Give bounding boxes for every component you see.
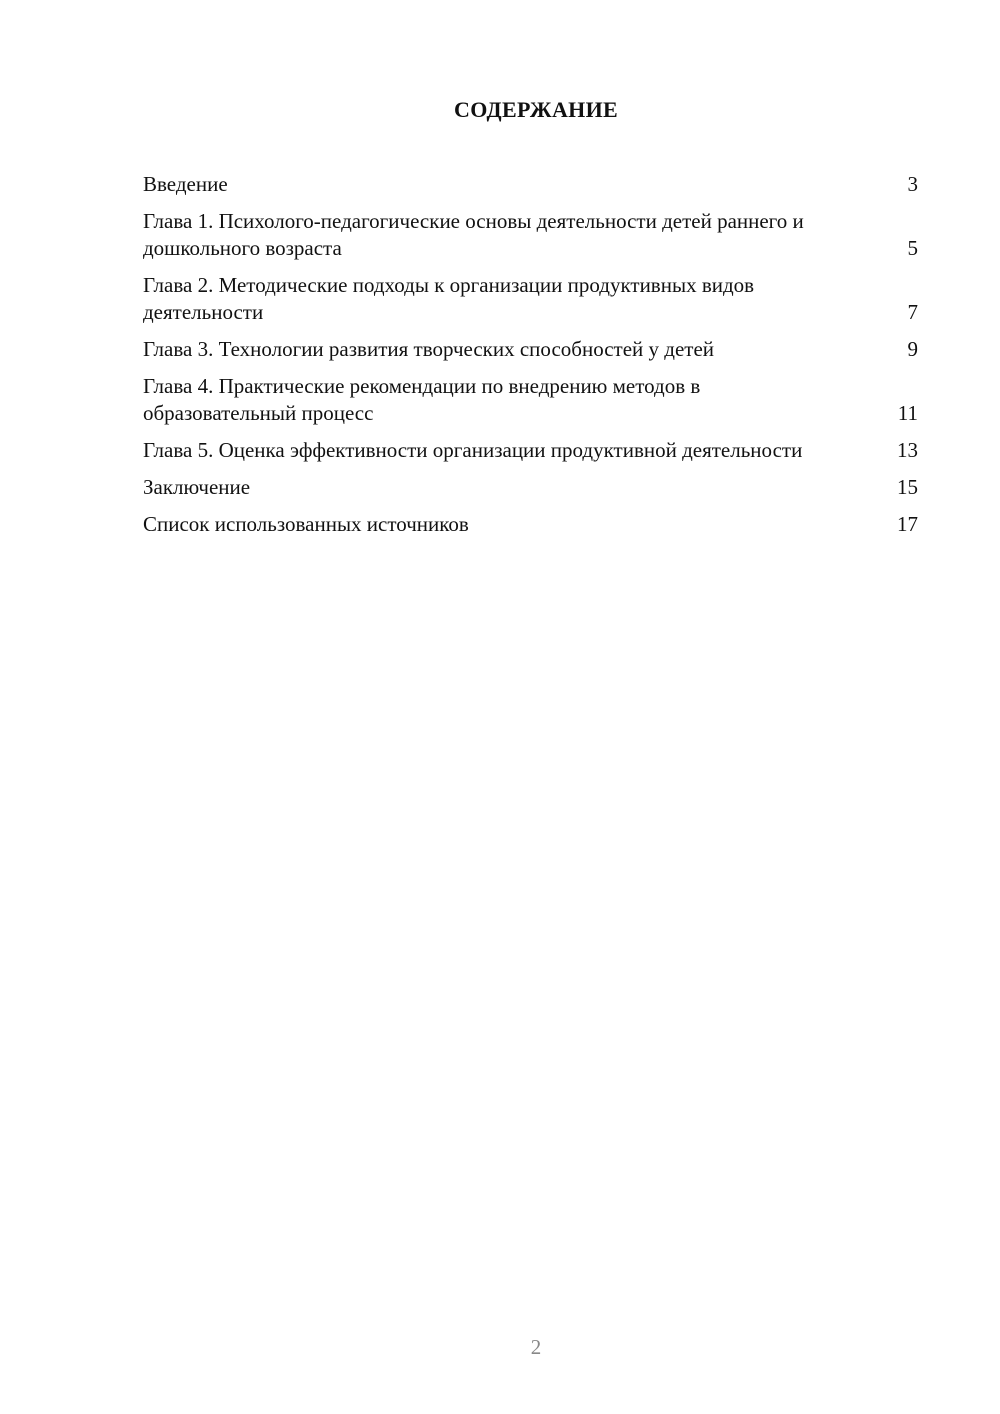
- toc-entry-page: 9: [907, 337, 918, 361]
- toc-entry-chapter-4[interactable]: [143, 373, 918, 427]
- toc-entry-label: Список использованных источников: [143, 512, 469, 536]
- toc-entry-chapter-1[interactable]: [143, 208, 918, 262]
- page-number: 2: [530, 1335, 542, 1359]
- toc-entry-label: Глава 2. Методические подходы к организации продуктивных видов деятельности: [143, 273, 755, 324]
- toc-entry-page: 11: [897, 401, 918, 425]
- toc-entry-label: Глава 5. Оценка эффективности организации продуктивной деятельности: [143, 438, 803, 462]
- toc-entry-label: Введение: [143, 172, 228, 196]
- toc-entry-label: Глава 4. Практические рекомендации по внедрению методов в образовательный процесс: [143, 374, 701, 425]
- toc-entry-page: 5: [907, 236, 918, 260]
- toc-entry-conclusion[interactable]: [143, 474, 918, 501]
- toc-entry-page: 17: [897, 512, 918, 536]
- toc-entry-chapter-2[interactable]: [143, 272, 918, 326]
- toc-entry-references[interactable]: [143, 511, 918, 538]
- toc-entry-page: 7: [907, 300, 918, 324]
- toc-entry-page: 15: [897, 475, 918, 499]
- page-title: СОДЕРЖАНИЕ: [454, 97, 618, 122]
- toc-entry-page: 3: [907, 172, 918, 196]
- toc-entry-page: 13: [897, 438, 918, 462]
- toc-entry-label: Глава 3. Технологии развития творческих способностей у детей: [143, 337, 715, 361]
- toc-entry-label: Заключение: [143, 475, 251, 499]
- toc-entry-chapter-3[interactable]: [143, 336, 918, 363]
- toc-entry-chapter-5[interactable]: [143, 437, 918, 464]
- toc-entry-introduction[interactable]: [143, 171, 918, 198]
- table-of-contents: [143, 171, 918, 548]
- toc-entry-label: Глава 1. Психолого-педагогические основы деятельности детей раннего и дошкольного возраста: [143, 209, 804, 260]
